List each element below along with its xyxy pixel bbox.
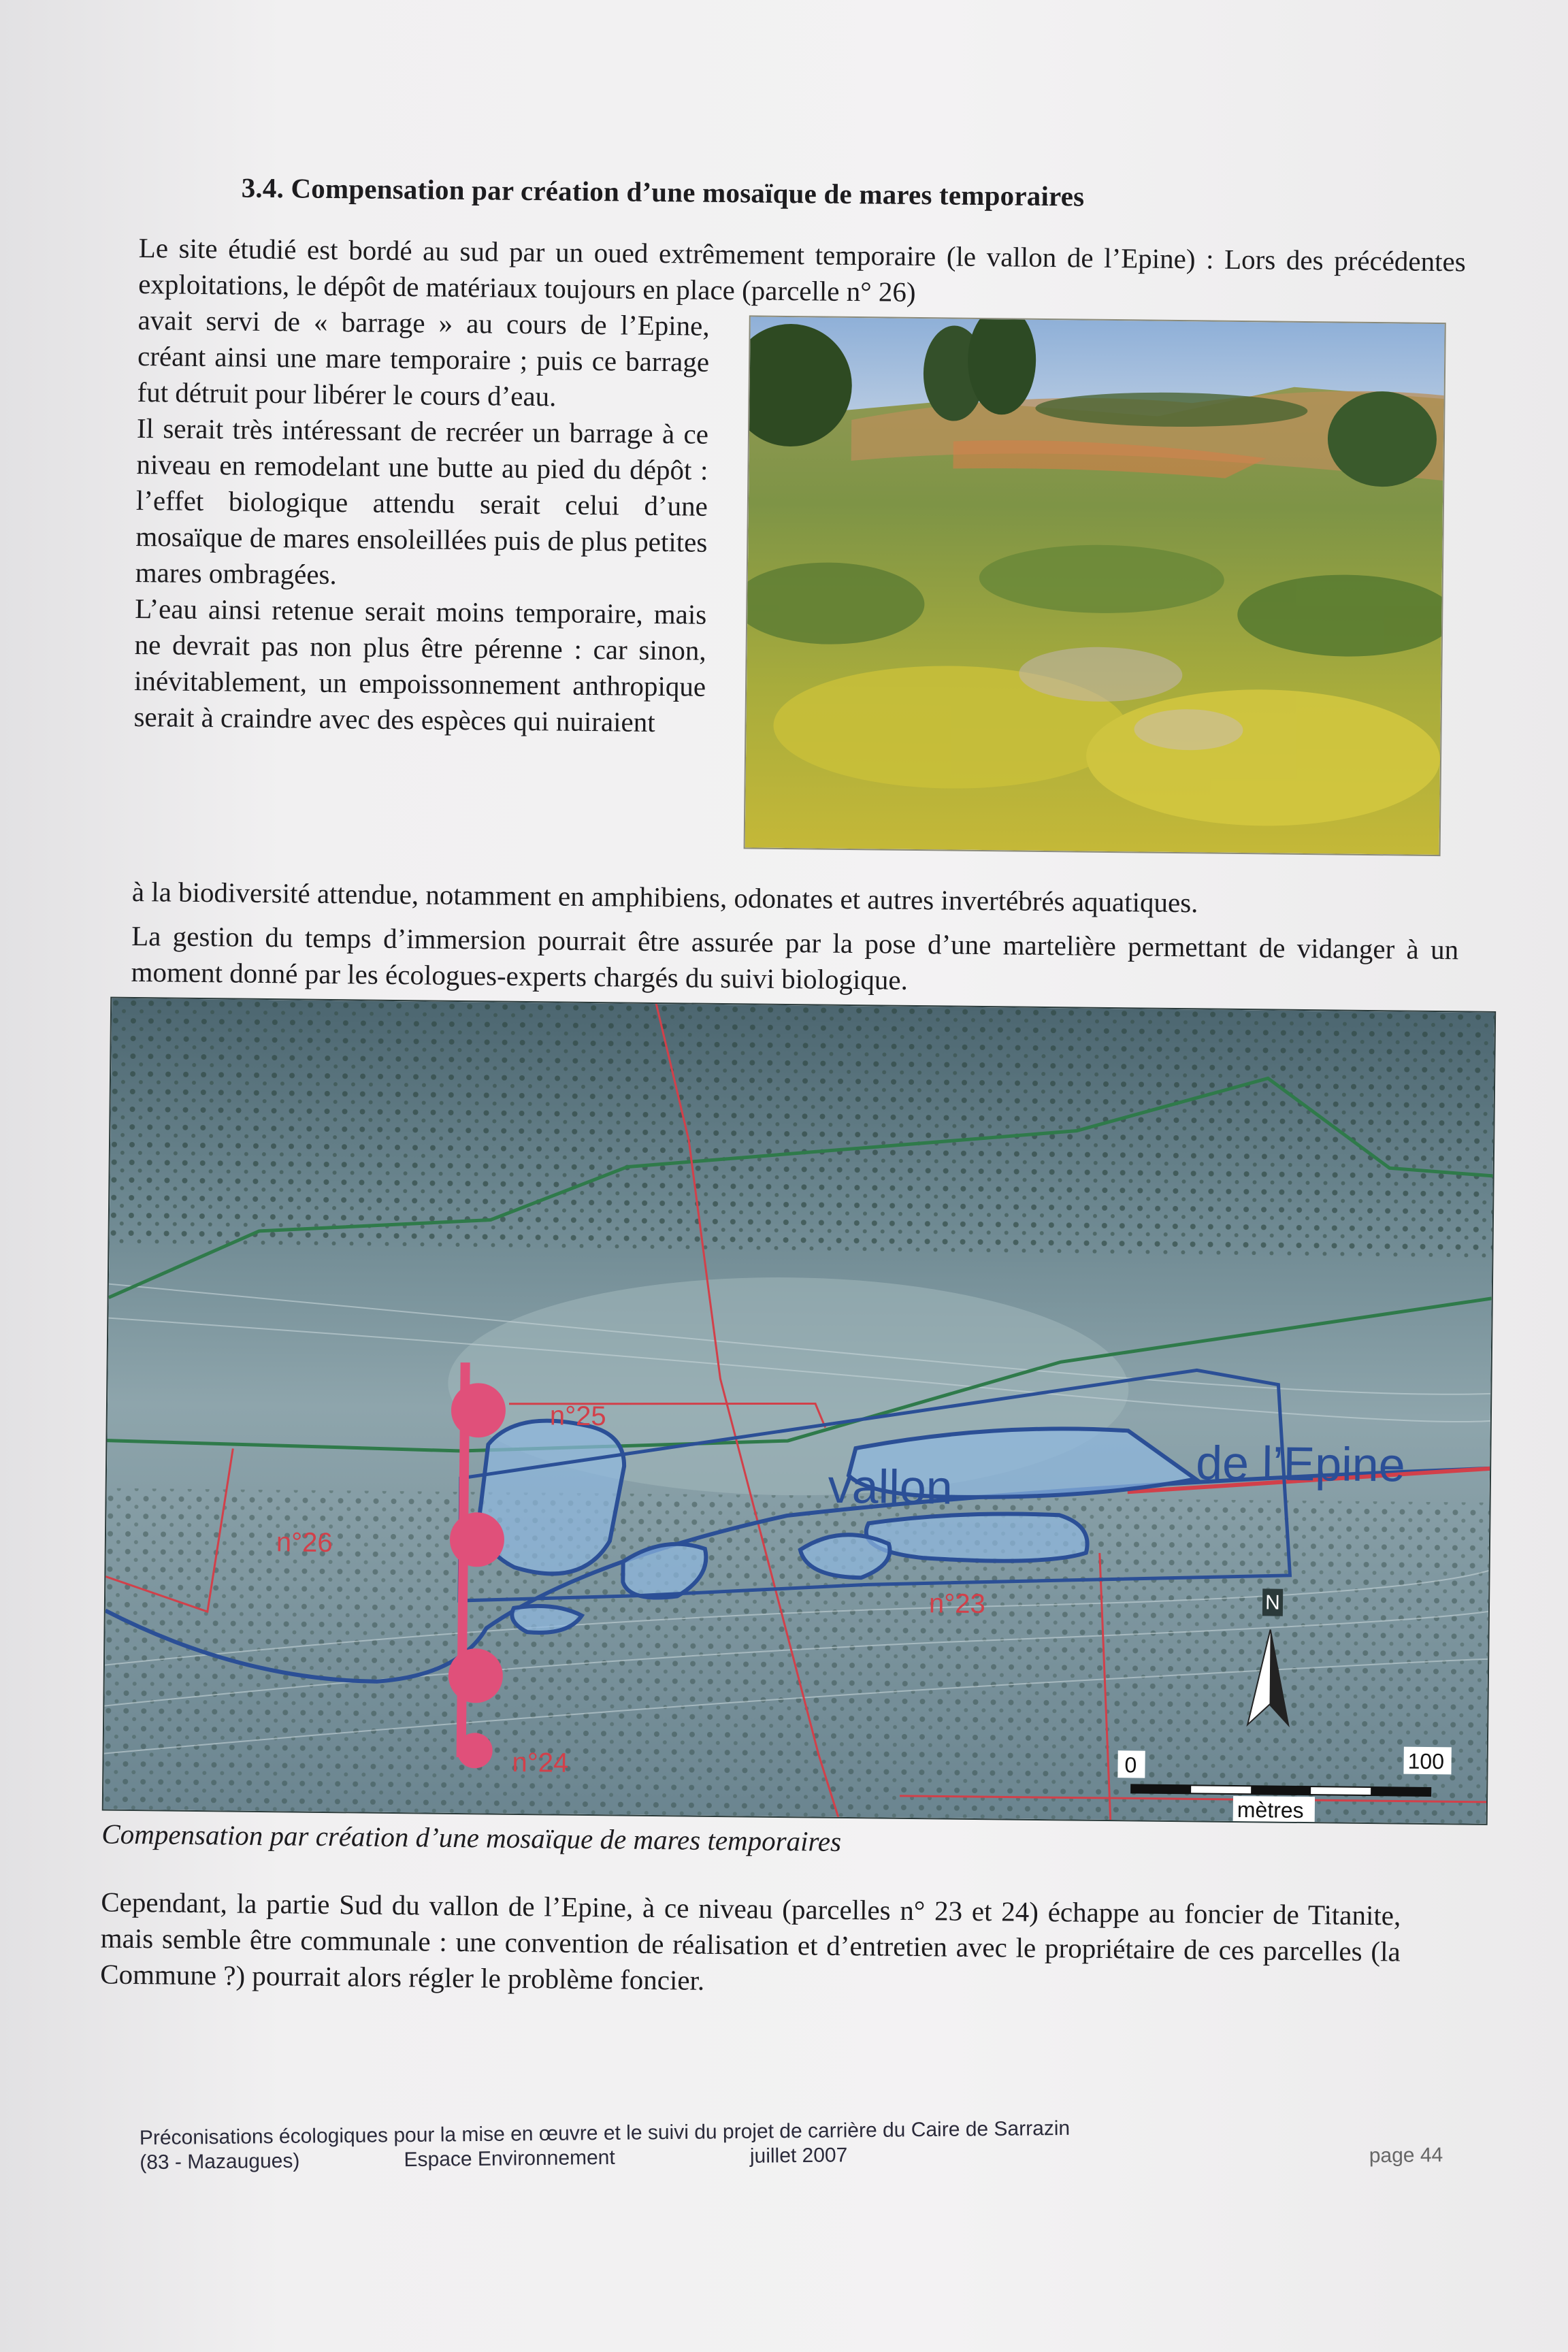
label-parcel-26: n°26 <box>276 1527 333 1558</box>
north-label: N <box>1264 1591 1280 1614</box>
scale-zero: 0 <box>1124 1752 1137 1778</box>
paragraph-barrage: avait servi de « barrage » au cours de l’Epine, créant ainsi une mare temporaire ; puis ce barrage fut détruit pour libérer le cours d’eau. <box>137 304 710 412</box>
footer-place: (83 - Mazaugues) <box>140 2149 300 2174</box>
scale-max: 100 <box>1407 1748 1445 1774</box>
map-caption: Compensation par création d’une mosaïque de mares temporaires <box>101 1818 842 1857</box>
paragraph-gestion: La gestion du temps d’immersion pourrait être assurée par la pose d’une martelière permettant de vidanger à un moment donné par les écologues-experts chargés du suivi biologique. <box>131 919 1459 996</box>
label-vallon: vallon <box>828 1459 953 1514</box>
paragraph-recreate: Il serait très intéressant de recréer un barrage à ce niveau en remodelant une butte au pied du dépôt : l’effet biologique attendu serait celui d’une mosaïque de mares ensoleillées puis de plus petites mares ombragées. <box>135 412 709 591</box>
intro-paragraph: Le site étudié est bordé au sud par un oued extrêmement temporaire (le vallon de l’Epine) : Lors des précédentes exploitations, le dépôt de matériaux toujours en place (parcelle n° 26) <box>138 231 1466 308</box>
footer-org: Espace Environnement <box>404 2146 615 2172</box>
footer-title: Préconisations écologiques pour la mise en œuvre et le suivi du projet de carrière du Caire de Sarrazin <box>139 2117 1071 2150</box>
wrapped-text <box>133 302 710 741</box>
closing-paragraph: Cependant, la partie Sud du vallon de l’Epine, à ce niveau (parcelles n° 23 et 24) échappe au foncier de Titanite, mais semble être communale : une convention de réalisation et d’entretien avec le propriétaire de ces parcelles (la Commune ?) pourrait alors régler le problème foncier. <box>100 1886 1401 1996</box>
footer-date: juillet 2007 <box>749 2144 848 2168</box>
paragraph-biodiversity: à la biodiversité attendue, notamment en amphibiens, odonates et autres invertébrés aquatiques. <box>131 875 1198 919</box>
label-parcel-25: n°25 <box>549 1401 606 1432</box>
meadow-photo <box>744 315 1446 856</box>
page-number: page 44 <box>1369 2144 1443 2168</box>
document-body <box>100 170 1467 2006</box>
text-with-photo <box>132 302 1465 887</box>
paragraph-water: L’eau ainsi retenue serait moins temporaire, mais ne devrait pas non plus être pérenne : car sinon, inévitablement, un empoissonnement anthropique serait à craindre avec des espèces qui nuiraient <box>133 592 707 738</box>
section-heading: 3.4. Compensation par création d’une mosaïque de mares temporaires <box>241 172 1085 212</box>
label-parcel-23: n°23 <box>928 1588 985 1620</box>
label-parcel-24: n°24 <box>512 1747 569 1778</box>
scale-unit: mètres <box>1237 1797 1304 1823</box>
page-footer <box>140 2113 1460 2174</box>
label-epine: de l’Epine <box>1195 1436 1406 1492</box>
aerial-map <box>102 997 1496 1825</box>
